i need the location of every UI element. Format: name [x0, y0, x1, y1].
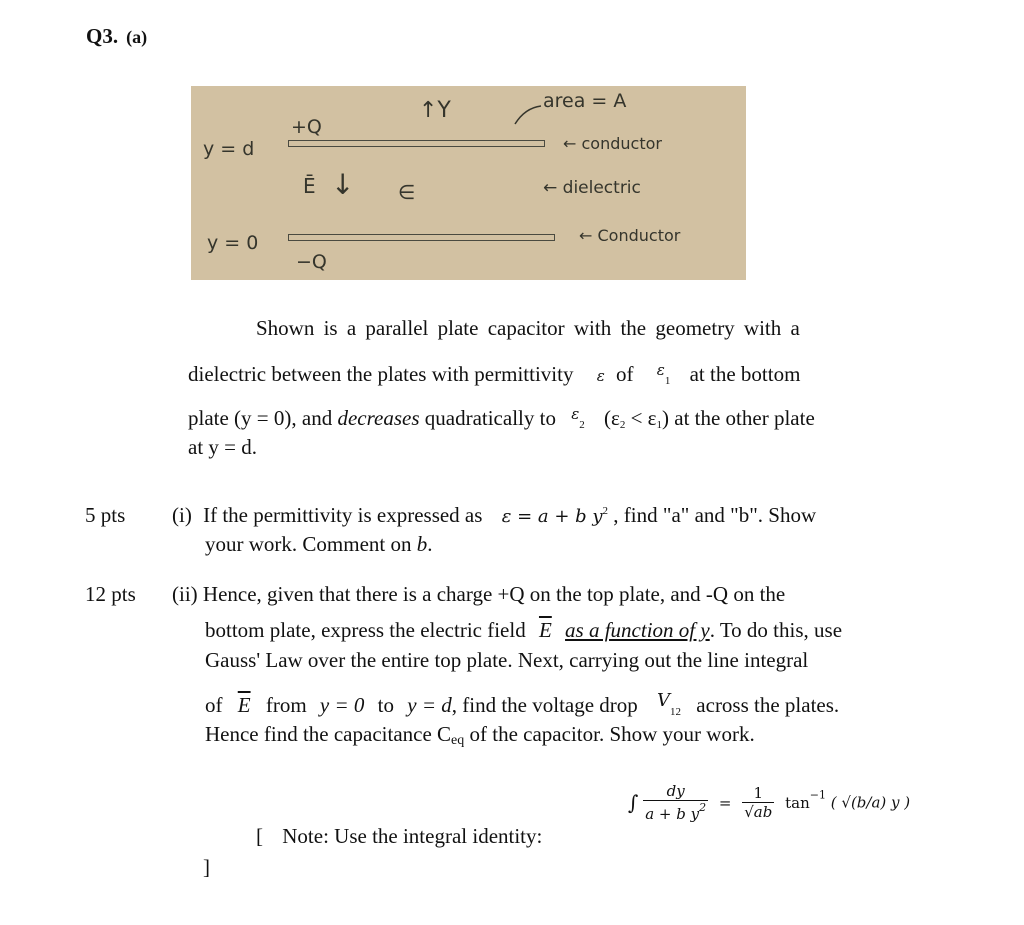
part-ii-label: (ii) — [172, 582, 198, 606]
epsilon-symbol: ε — [596, 367, 605, 385]
epsilon-label: ∈ — [398, 180, 416, 204]
capacitor-figure — [191, 86, 746, 280]
epsilon-2-symbol: ε — [571, 405, 580, 423]
part-ii-text: Hence find the capacitance C — [205, 722, 452, 746]
function-of-y: as a function of y — [565, 618, 710, 642]
part-ii-points: 12 pts — [85, 582, 136, 606]
tan-argument: ( √(b/a) y ) — [830, 793, 911, 812]
part-i-line-2 — [205, 532, 432, 557]
denominator-superscript: 2 — [699, 801, 707, 814]
part-ii-text: Hence, given that there is a charge +Q on the top plate, and -Q on the — [202, 582, 786, 606]
coefficient-fraction — [742, 784, 774, 821]
note-bracket: [ — [256, 824, 263, 848]
area-pointer-line — [513, 104, 543, 126]
note-text: Note: Use the integral identity: — [282, 824, 543, 848]
intro-text: at the bottom — [689, 362, 801, 386]
part-i-b: b — [416, 532, 428, 556]
part-i-text: , find "a" and "b". Show — [613, 503, 817, 527]
intro-line-1: Shown is a parallel plate capacitor with the geometry with a — [256, 316, 800, 340]
integrand-numerator: dy — [643, 782, 708, 801]
intro-text: quadratically to — [424, 406, 556, 430]
question-number: Q3. — [86, 24, 119, 48]
coefficient-numerator: 1 — [742, 784, 774, 803]
y-equals-d-label: y = d — [203, 138, 255, 160]
denominator-text: a + b y — [645, 805, 700, 823]
integral-identity — [628, 782, 910, 823]
part-i-line-1 — [172, 503, 816, 528]
intro-line-4: at y = d. — [188, 435, 257, 459]
part-i-label: (i) — [172, 503, 192, 527]
intro-of: of — [616, 362, 634, 386]
note-line — [256, 824, 542, 849]
part-i-dot: . — [427, 532, 433, 556]
epsilon-1-symbol: ε — [656, 361, 665, 379]
y-axis-label: ↑Y — [419, 98, 451, 123]
y-equals-0-label: y = 0 — [207, 232, 259, 254]
part-ii-line-3: Gauss' Law over the entire top plate. Next, carrying out the line integral — [205, 648, 809, 672]
part-i-text: If the permittivity is expressed as — [203, 503, 483, 527]
plus-q-label: +Q — [291, 116, 322, 138]
equals-sign: = — [718, 793, 732, 812]
down-arrow-icon: ↓ — [331, 168, 355, 201]
part-ii-text: to — [377, 693, 394, 717]
intro-emphasis: decreases — [337, 406, 420, 430]
part-ii-text: from — [265, 693, 307, 717]
dielectric-label: ← dielectric — [543, 178, 641, 198]
part-i-points: 5 pts — [85, 503, 126, 527]
part-ii-line-4 — [205, 690, 839, 718]
conductor-bottom-label: ← Conductor — [579, 226, 681, 245]
part-ii-text: . To do this, use — [709, 618, 843, 642]
part-ii-line-5 — [205, 722, 755, 749]
e-field-symbol: $\overline{E}$ — [237, 693, 251, 717]
minus-q-label: −Q — [296, 251, 327, 273]
part-ii-text: across the plates. — [696, 693, 840, 717]
part-ii-text: , find the voltage drop — [451, 693, 638, 717]
intro-text: ) at the other plate — [662, 406, 815, 430]
e-field-symbol: $\overline{E}$ — [538, 618, 552, 642]
part-ii-text: bottom plate, express the electric field — [205, 618, 526, 642]
intro-line-2 — [188, 361, 800, 387]
area-label: area = A — [543, 90, 627, 112]
intro-compare: < ε — [625, 406, 657, 430]
part-ii-text: of the capacitor. Show your work. — [469, 722, 755, 746]
tan-superscript: −1 — [809, 788, 826, 802]
tan-function: tan — [785, 793, 810, 812]
permittivity-formula: ε = a + b y — [501, 506, 603, 527]
bottom-plate — [288, 234, 555, 241]
compare-subscript: 2 — [619, 419, 626, 431]
voltage-symbol: V — [657, 690, 671, 711]
integrand-fraction — [643, 782, 708, 823]
note-close-bracket: ] — [203, 855, 210, 879]
integral-sign: ∫ — [628, 790, 639, 815]
question-heading — [86, 24, 147, 49]
epsilon-1-subscript: 1 — [664, 375, 671, 387]
intro-line-3 — [188, 405, 815, 431]
lower-limit: y = 0 — [319, 693, 365, 717]
top-plate — [288, 140, 545, 147]
intro-text: dielectric between the plates with permittivity — [188, 362, 574, 386]
integrand-denominator — [643, 801, 708, 823]
intro-text: plate (y = 0), and — [188, 406, 333, 430]
part-ii-text: of — [205, 693, 223, 717]
coefficient-denominator: √ab — [744, 803, 773, 821]
upper-limit: y = d — [407, 693, 452, 717]
part-ii-line-1 — [172, 582, 785, 607]
ceq-subscript: eq — [451, 733, 465, 748]
e-field-label: Ē — [303, 174, 316, 198]
part-ii-line-2 — [205, 618, 842, 643]
intro-compare: (ε — [604, 406, 620, 430]
part-i-text: your work. Comment on — [205, 532, 412, 556]
conductor-top-label: ← conductor — [563, 134, 662, 153]
formula-superscript: 2 — [602, 505, 609, 517]
voltage-subscript: 12 — [670, 706, 682, 718]
compare-subscript: 1 — [656, 419, 662, 431]
epsilon-2-subscript: 2 — [579, 419, 585, 431]
question-part: (a) — [126, 27, 148, 47]
